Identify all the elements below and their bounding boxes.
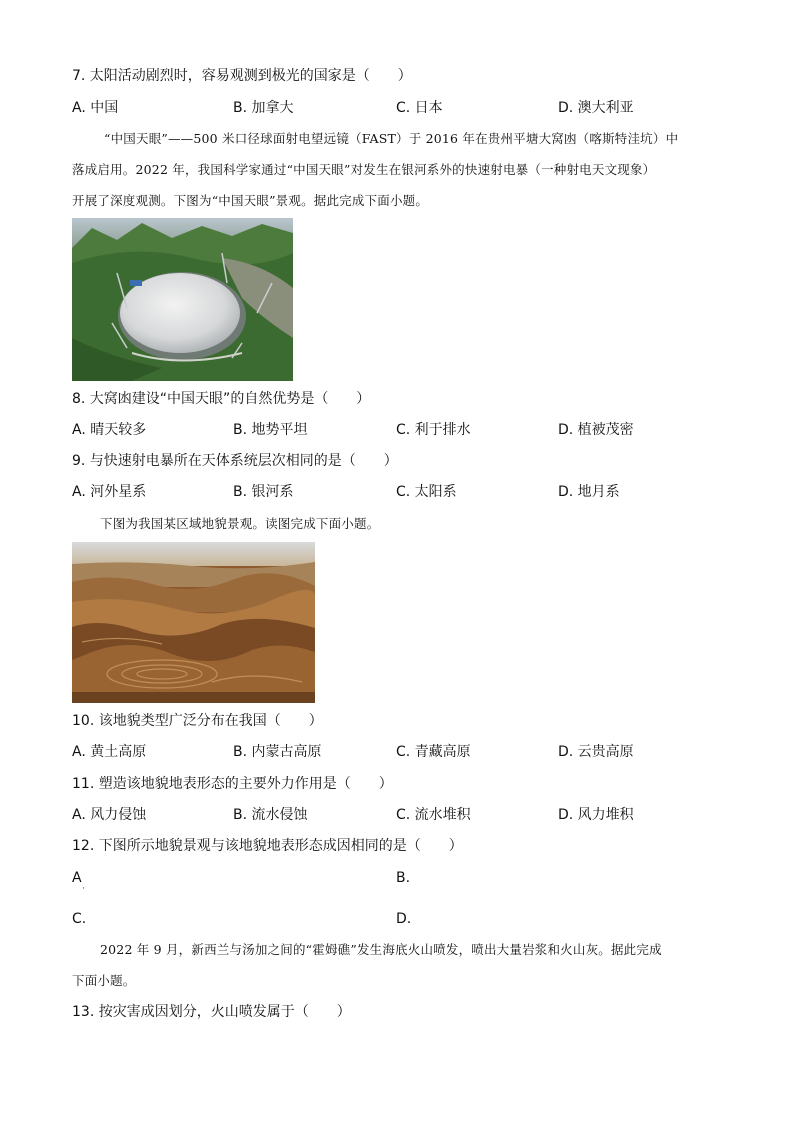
passage-fast-line-3: 开展了深度观测。下图为“中国天眼”景观。据此完成下面小题。: [72, 193, 429, 208]
q8-option-c[interactable]: C. 利于排水: [396, 422, 471, 438]
q10-option-d[interactable]: D. 云贵高原: [558, 744, 634, 760]
q12-option-d[interactable]: D.: [396, 911, 412, 927]
question-10-stem: 10. 该地貌类型广泛分布在我国（ ）: [72, 713, 323, 729]
question-7-stem: 7. 太阳活动剧烈时，容易观测到极光的国家是（ ）: [72, 68, 412, 84]
question-9-stem: 9. 与快速射电暴所在天体系统层次相同的是（ ）: [72, 453, 398, 469]
q7-option-d[interactable]: D. 澳大利亚: [558, 100, 634, 116]
passage-fast-line-1: “中国天眼”——500 米口径球面射电望远镜（FAST）于 2016 年在贵州平塘大窝凼（喀斯特洼坑）中: [104, 131, 679, 146]
q12-option-c[interactable]: C.: [72, 911, 87, 927]
q8-option-d[interactable]: D. 植被茂密: [558, 422, 634, 438]
question-13-stem: 13. 按灾害成因划分，火山喷发属于（ ）: [72, 1004, 351, 1020]
q12-option-b[interactable]: B.: [396, 870, 411, 886]
fast-telescope-photo: [72, 218, 293, 381]
q12-option-a-dot: ·: [82, 884, 85, 894]
q9-option-d[interactable]: D. 地月系: [558, 484, 620, 500]
q9-option-c[interactable]: C. 太阳系: [396, 484, 457, 500]
q10-option-a[interactable]: A. 黄土高原: [72, 744, 147, 760]
loess-plateau-photo: [72, 542, 315, 703]
passage-volcano-line-1: 2022 年 9 月，新西兰与汤加之间的“霍姆礁”发生海底火山喷发，喷出大量岩浆和火山灰。据此完成: [100, 942, 662, 957]
question-12-stem: 12. 下图所示地貌景观与该地貌地表形态成因相同的是（ ）: [72, 838, 463, 854]
q9-option-b[interactable]: B. 银河系: [233, 484, 294, 500]
q11-option-a[interactable]: A. 风力侵蚀: [72, 807, 147, 823]
passage-landform-line: 下图为我国某区域地貌景观。读图完成下面小题。: [100, 516, 380, 531]
q11-option-b[interactable]: B. 流水侵蚀: [233, 807, 308, 823]
passage-volcano-line-2: 下面小题。: [72, 973, 136, 988]
q7-option-a[interactable]: A. 中国: [72, 100, 119, 116]
q11-option-c[interactable]: C. 流水堆积: [396, 807, 471, 823]
q12-option-a[interactable]: A: [72, 870, 82, 886]
question-8-stem: 8. 大窝凼建设“中国天眼”的自然优势是（ ）: [72, 391, 371, 407]
q7-option-b[interactable]: B. 加拿大: [233, 100, 294, 116]
question-11-stem: 11. 塑造该地貌地表形态的主要外力作用是（ ）: [72, 776, 393, 792]
q8-option-a[interactable]: A. 晴天较多: [72, 422, 147, 438]
q10-option-c[interactable]: C. 青藏高原: [396, 744, 471, 760]
q8-option-b[interactable]: B. 地势平坦: [233, 422, 308, 438]
q10-option-b[interactable]: B. 内蒙古高原: [233, 744, 322, 760]
passage-fast-line-2: 落成启用。2022 年，我国科学家通过“中国天眼”对发生在银河系外的快速射电暴（一种射电天文现象）: [72, 162, 656, 177]
q9-option-a[interactable]: A. 河外星系: [72, 484, 147, 500]
q11-option-d[interactable]: D. 风力堆积: [558, 807, 634, 823]
q7-option-c[interactable]: C. 日本: [396, 100, 443, 116]
